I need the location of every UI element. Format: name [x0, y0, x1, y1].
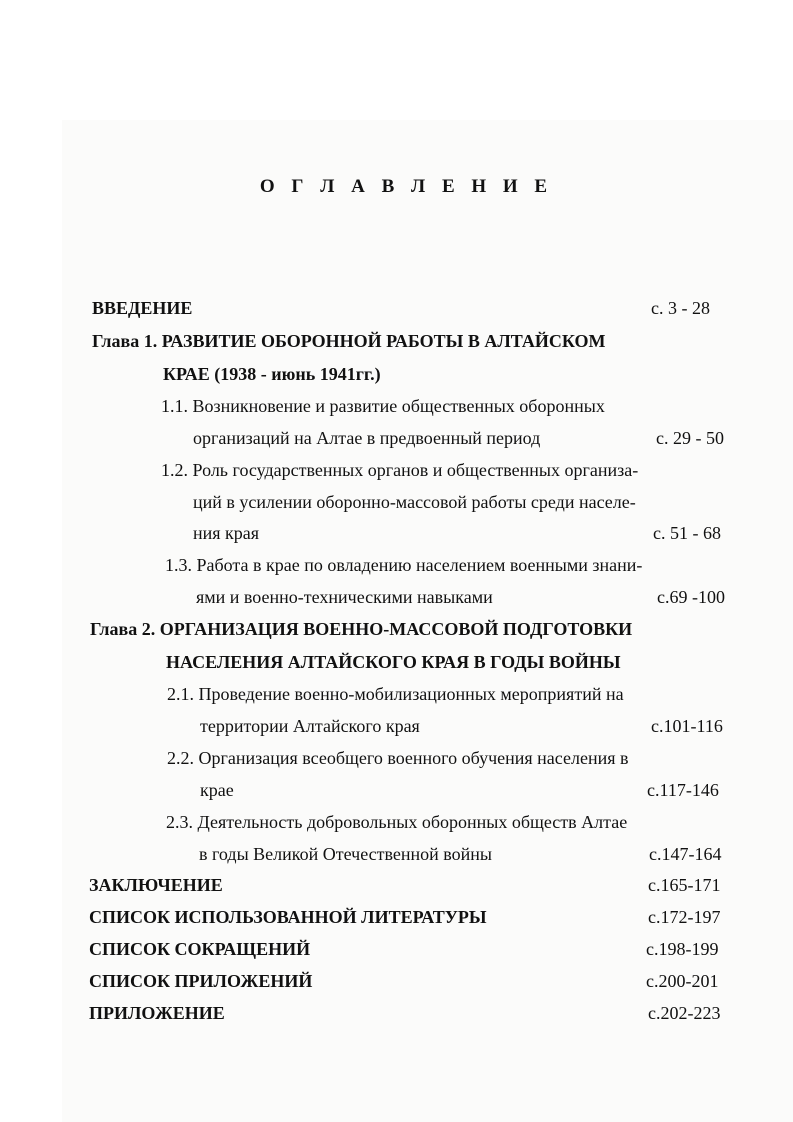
toc-pages-1-1: с. 29 - 50 — [656, 428, 724, 448]
toc-chapter-1-line1: Глава 1. РАЗВИТИЕ ОБОРОННОЙ РАБОТЫ В АЛТАЙСКОМ — [92, 331, 606, 351]
toc-pages-appendices-list: с.200-201 — [646, 971, 719, 991]
toc-pages-1-3: с.69 -100 — [657, 587, 725, 607]
toc-entry-literature: СПИСОК ИСПОЛЬЗОВАННОЙ ЛИТЕРАТУРЫ — [89, 907, 487, 927]
toc-pages-2-1: с.101-116 — [651, 716, 723, 736]
toc-section-1-2-line1: 1.2. Роль государственных органов и общественных организа- — [161, 460, 639, 480]
toc-chapter-2-line2: НАСЕЛЕНИЯ АЛТАЙСКОГО КРАЯ В ГОДЫ ВОЙНЫ — [166, 652, 621, 672]
toc-entry-appendices-list: СПИСОК ПРИЛОЖЕНИЙ — [89, 971, 313, 991]
toc-pages-conclusion: с.165-171 — [648, 875, 721, 895]
toc-section-1-3-line2: ями и военно-техническими навыками — [196, 587, 493, 607]
toc-section-1-1-line2: организаций на Алтае в предвоенный период — [193, 428, 541, 448]
toc-pages-2-2: с.117-146 — [647, 780, 719, 800]
toc-section-1-2-line2: ций в усилении оборонно-массовой работы среди населе- — [193, 492, 636, 512]
toc-section-2-1-line1: 2.1. Проведение военно-мобилизационных мероприятий на — [167, 684, 624, 704]
toc-section-2-1-line2: территории Алтайского края — [200, 716, 420, 736]
toc-entry-appendix: ПРИЛОЖЕНИЕ — [89, 1003, 225, 1023]
toc-section-2-2-line2: крае — [200, 780, 234, 800]
toc-entry-conclusion: ЗАКЛЮЧЕНИЕ — [89, 875, 223, 895]
toc-section-1-3-line1: 1.3. Работа в крае по овладению населением военными знани- — [165, 555, 643, 575]
toc-section-2-3-line2: в годы Великой Отечественной войны — [199, 844, 493, 864]
toc-chapter-2-line1: Глава 2. ОРГАНИЗАЦИЯ ВОЕННО-МАССОВОЙ ПОДГОТОВКИ — [90, 619, 633, 639]
toc-pages-intro: с. 3 - 28 — [651, 298, 710, 318]
toc-section-1-1-line1: 1.1. Возникновение и развитие общественных оборонных — [161, 396, 605, 416]
toc-pages-1-2: с. 51 - 68 — [653, 523, 721, 543]
toc-chapter-1-line2: КРАЕ (1938 - июнь 1941гг.) — [163, 364, 381, 384]
toc-pages-literature: с.172-197 — [648, 907, 721, 927]
toc-section-1-2-line3: ния края — [193, 523, 260, 543]
toc-pages-abbreviations: с.198-199 — [646, 939, 719, 959]
page-title: О Г Л А В Л Е Н И Е — [259, 176, 554, 197]
toc-pages-appendix: с.202-223 — [648, 1003, 721, 1023]
toc-entry-intro: ВВЕДЕНИЕ — [92, 298, 193, 318]
toc-section-2-2-line1: 2.2. Организация всеобщего военного обучения населения в — [167, 748, 629, 768]
toc-pages-2-3: с.147-164 — [649, 844, 722, 864]
toc-section-2-3-line1: 2.3. Деятельность добровольных оборонных обществ Алтае — [166, 812, 628, 832]
toc-entry-abbreviations: СПИСОК СОКРАЩЕНИЙ — [89, 939, 311, 959]
